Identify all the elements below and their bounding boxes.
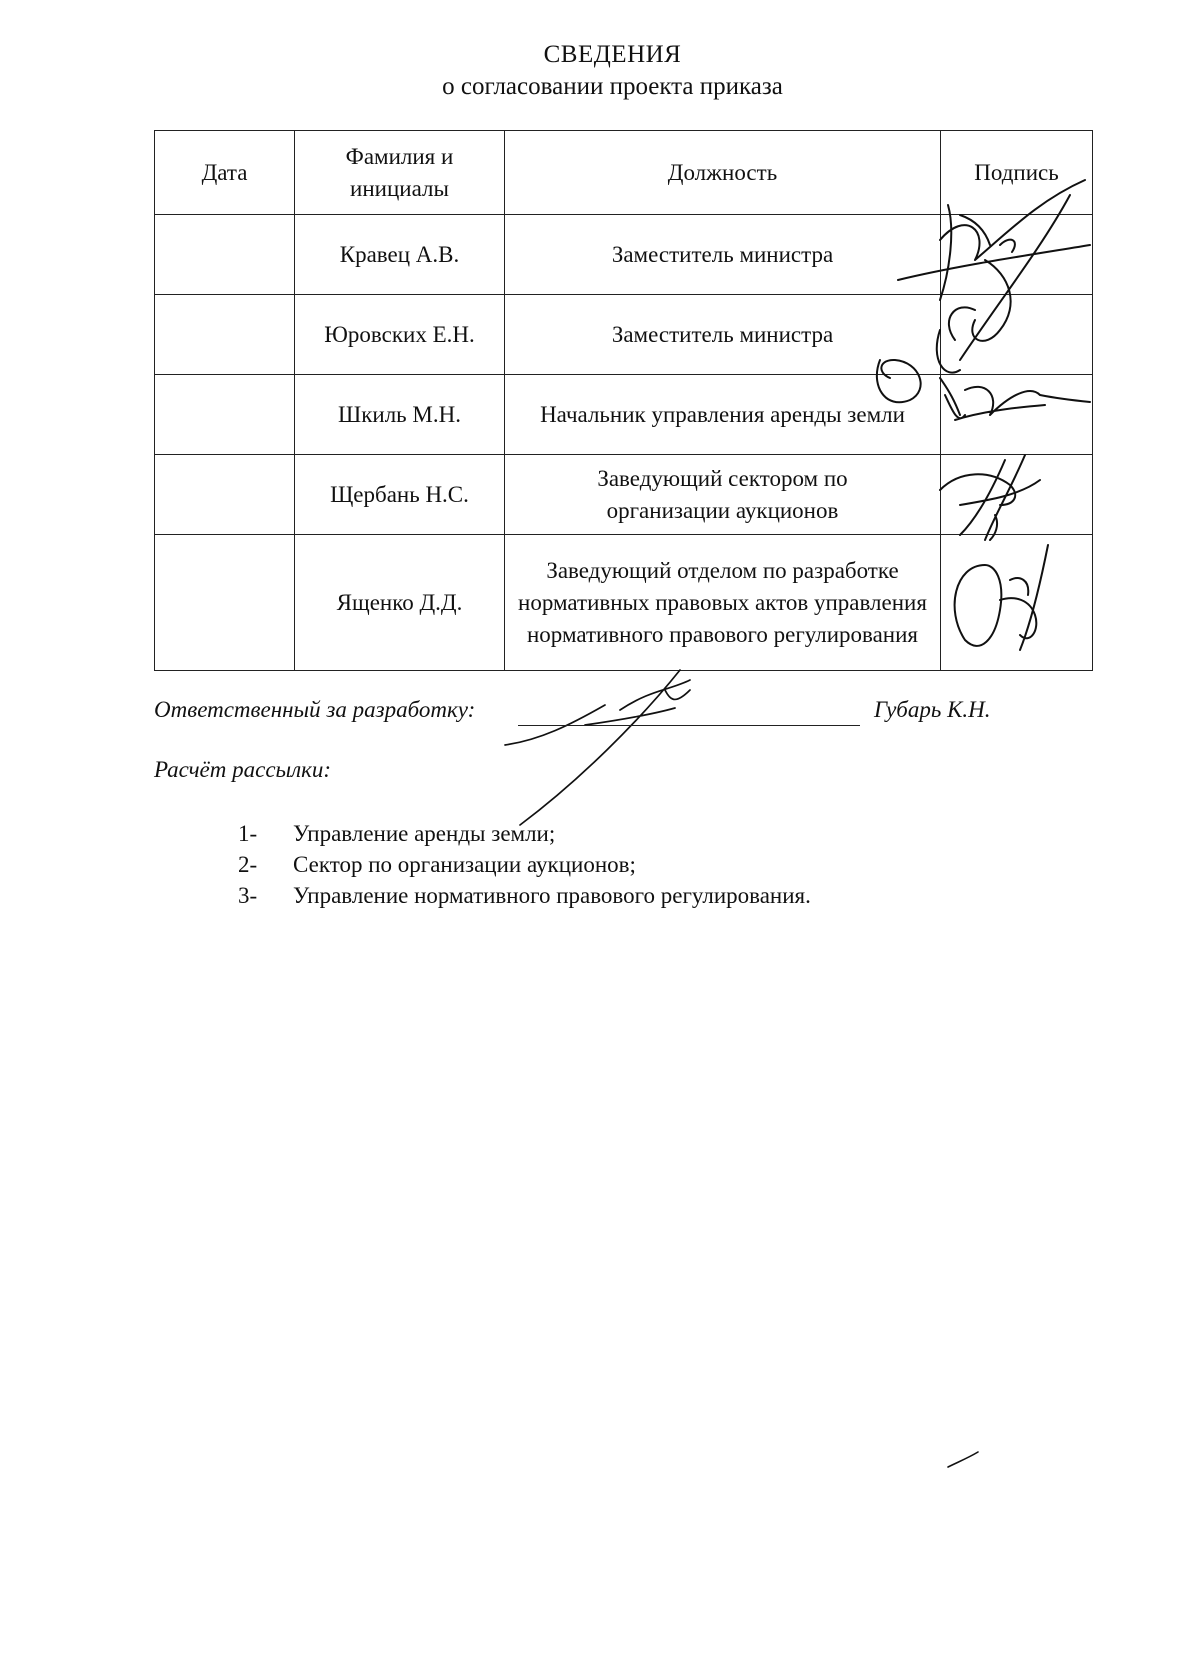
list-item: [238, 880, 1038, 911]
header-date: Дата: [155, 131, 295, 215]
responsible-row: [154, 697, 1034, 733]
table-row: [155, 295, 1093, 375]
table-row: [155, 215, 1093, 295]
position-cell: Заведующий сектором по организации аукционов: [505, 455, 941, 535]
signature-line: [518, 725, 860, 726]
signature-gubar: [505, 670, 690, 825]
list-text: Управление аренды земли;: [293, 821, 556, 846]
document-title: СВЕДЕНИЯ: [543, 41, 682, 68]
list-text: Сектор по организации аукционов;: [293, 852, 636, 877]
position-cell: Начальник управления аренды земли: [505, 375, 941, 455]
table-row: [155, 455, 1093, 535]
table-row: [155, 375, 1093, 455]
table-header-row: [155, 131, 1093, 215]
list-number: 1-: [238, 821, 258, 846]
signature-cell: [941, 535, 1093, 671]
list-number: 2-: [238, 852, 258, 877]
signature-cell: [941, 215, 1093, 295]
list-number: 3-: [238, 883, 258, 908]
position-cell: Заместитель министра: [505, 215, 941, 295]
date-cell: [155, 535, 295, 671]
list-item: [238, 818, 1038, 849]
distribution-list: [238, 818, 1038, 911]
name-cell: Шкиль М.Н.: [295, 375, 505, 455]
name-cell: Кравец А.В.: [295, 215, 505, 295]
position-cell: Заместитель министра: [505, 295, 941, 375]
ink-mark: [948, 1452, 978, 1467]
approval-table: [154, 130, 1093, 671]
date-cell: [155, 295, 295, 375]
document-subtitle: о согласовании проекта приказа: [442, 73, 783, 100]
header-name: Фамилия и инициалы: [295, 131, 505, 215]
table-row: [155, 535, 1093, 671]
signature-cell: [941, 455, 1093, 535]
position-cell: Заведующий отделом по разработке нормативных правовых актов управления нормативного правового регулирования: [505, 535, 941, 671]
name-cell: Щербань Н.С.: [295, 455, 505, 535]
signature-cell: [941, 295, 1093, 375]
date-cell: [155, 215, 295, 295]
name-cell: Юровских Е.Н.: [295, 295, 505, 375]
distribution-label: Расчёт рассылки:: [154, 757, 332, 782]
date-cell: [155, 455, 295, 535]
signature-cell: [941, 375, 1093, 455]
header-signature: Подпись: [941, 131, 1093, 215]
date-cell: [155, 375, 295, 455]
responsible-label: Ответственный за разработку:: [154, 697, 476, 722]
name-cell: Ященко Д.Д.: [295, 535, 505, 671]
list-text: Управление нормативного правового регулирования.: [293, 883, 811, 908]
header-position: Должность: [505, 131, 941, 215]
list-item: [238, 849, 1038, 880]
responsible-name: Губарь К.Н.: [874, 697, 991, 722]
